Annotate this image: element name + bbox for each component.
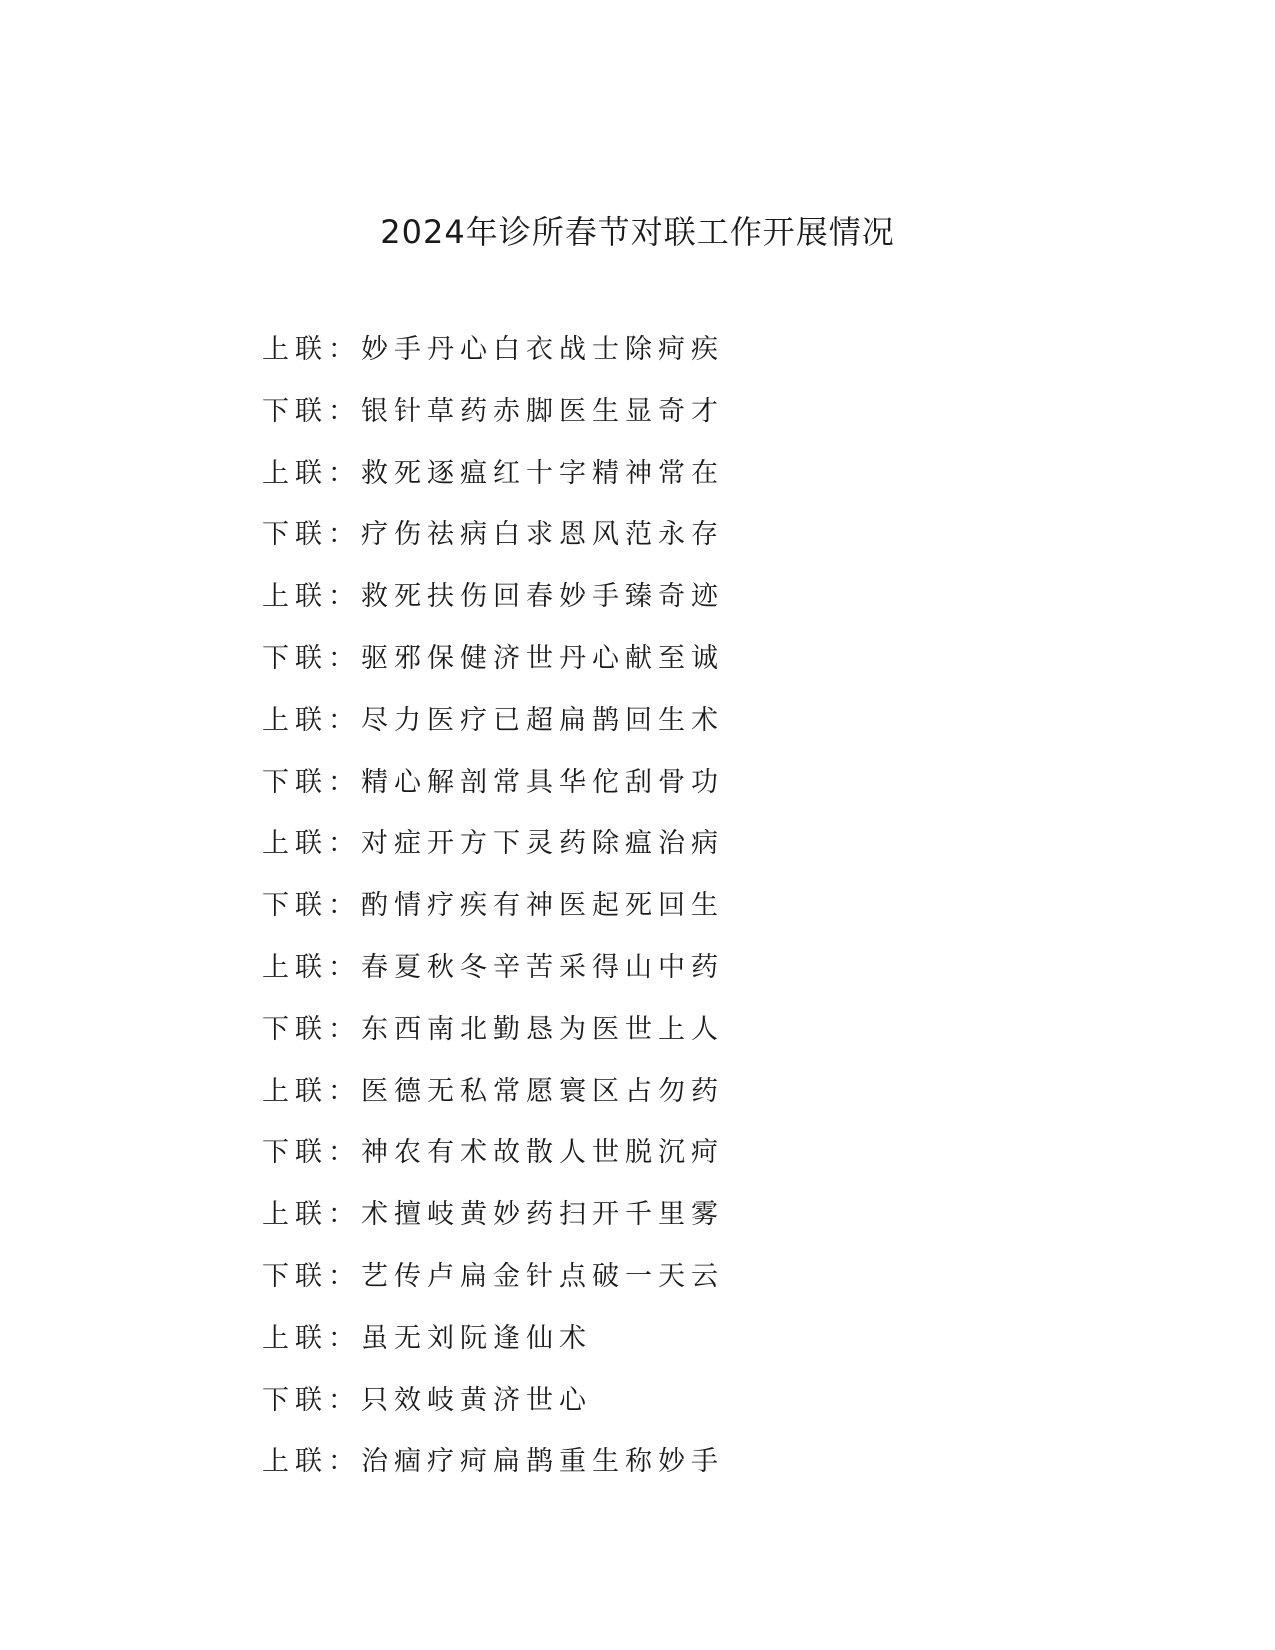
couplet-text: 妙手丹心白衣战士除疴疾: [361, 334, 724, 365]
couplet-label: 下联: [262, 1384, 328, 1416]
couplet-line: [262, 1072, 724, 1134]
couplet-text: 疗伤祛病白求恩风范永存: [361, 519, 724, 551]
couplet-label: 上联: [262, 457, 328, 489]
couplet-text: 救死扶伤回春妙手臻奇迹: [361, 581, 724, 613]
couplet-line: [262, 330, 724, 392]
couplet-separator: ：: [328, 890, 361, 922]
couplet-text: 神农有术故散人世脱沉疴: [361, 1137, 724, 1169]
couplet-separator: ：: [328, 828, 361, 860]
couplet-label: 上联: [262, 334, 328, 365]
couplet-line: [262, 577, 724, 639]
couplet-label: 下联: [262, 1260, 328, 1292]
couplet-text: 尽力医疗已超扁鹊回生术: [361, 704, 724, 736]
couplet-line: [262, 701, 724, 763]
couplet-line: [262, 1319, 724, 1381]
couplet-line: [262, 948, 724, 1010]
couplet-text: 艺传卢扁金针点破一天云: [361, 1260, 724, 1292]
couplet-label: 上联: [262, 1446, 328, 1478]
couplet-separator: ：: [328, 1013, 361, 1045]
couplet-separator: ：: [328, 1199, 361, 1231]
couplet-separator: ：: [328, 334, 361, 365]
couplet-text: 虽无刘阮逢仙术: [361, 1322, 592, 1354]
couplet-label: 上联: [262, 1199, 328, 1231]
couplet-text: 银针草药赤脚医生显奇才: [361, 395, 724, 427]
couplet-text: 治痼疗疴扁鹊重生称妙手: [361, 1446, 724, 1478]
couplet-line: [262, 824, 724, 886]
couplet-separator: ：: [328, 1137, 361, 1169]
couplet-separator: ：: [328, 1260, 361, 1292]
couplet-separator: ：: [328, 766, 361, 798]
couplet-line: [262, 515, 724, 577]
couplet-label: 下联: [262, 642, 328, 674]
couplet-label: 下联: [262, 1013, 328, 1045]
couplet-line: [262, 1010, 724, 1072]
couplet-text: 驱邪保健济世丹心献至诚: [361, 642, 724, 674]
couplet-separator: ：: [328, 951, 361, 983]
couplet-text: 春夏秋冬辛苦采得山中药: [361, 951, 724, 983]
couplet-list: [262, 330, 724, 1504]
couplet-separator: ：: [328, 704, 361, 736]
couplet-separator: ：: [328, 642, 361, 674]
couplet-separator: ：: [328, 1075, 361, 1107]
couplet-line: [262, 1133, 724, 1195]
couplet-label: 下联: [262, 766, 328, 798]
couplet-line: [262, 392, 724, 454]
couplet-label: 上联: [262, 828, 328, 860]
couplet-label: 上联: [262, 704, 328, 736]
couplet-text: 只效岐黄济世心: [361, 1384, 592, 1416]
couplet-label: 上联: [262, 1075, 328, 1107]
couplet-line: [262, 763, 724, 825]
couplet-text: 对症开方下灵药除瘟治病: [361, 828, 724, 860]
couplet-line: [262, 639, 724, 701]
couplet-label: 下联: [262, 1137, 328, 1169]
couplet-text: 术擅岐黄妙药扫开千里雾: [361, 1199, 724, 1231]
couplet-separator: ：: [328, 581, 361, 613]
couplet-label: 下联: [262, 395, 328, 427]
couplet-line: [262, 1257, 724, 1319]
page-title: 2024年诊所春节对联工作开展情况: [380, 213, 895, 251]
couplet-label: 下联: [262, 519, 328, 551]
couplet-separator: ：: [328, 519, 361, 551]
couplet-text: 救死逐瘟红十字精神常在: [361, 457, 724, 489]
couplet-line: [262, 1381, 724, 1443]
couplet-line: [262, 454, 724, 516]
couplet-separator: ：: [328, 395, 361, 427]
couplet-separator: ：: [328, 457, 361, 489]
couplet-line: [262, 1442, 724, 1504]
couplet-text: 东西南北勤恳为医世上人: [361, 1013, 724, 1045]
couplet-separator: ：: [328, 1446, 361, 1478]
couplet-label: 上联: [262, 581, 328, 613]
couplet-label: 上联: [262, 1322, 328, 1354]
couplet-label: 上联: [262, 951, 328, 983]
couplet-label: 下联: [262, 890, 328, 922]
couplet-text: 酌情疗疾有神医起死回生: [361, 890, 724, 922]
couplet-separator: ：: [328, 1322, 361, 1354]
couplet-text: 精心解剖常具华佗刮骨功: [361, 766, 724, 798]
couplet-line: [262, 1195, 724, 1257]
couplet-text: 医德无私常愿寰区占勿药: [361, 1075, 724, 1107]
couplet-separator: ：: [328, 1384, 361, 1416]
couplet-line: [262, 886, 724, 948]
